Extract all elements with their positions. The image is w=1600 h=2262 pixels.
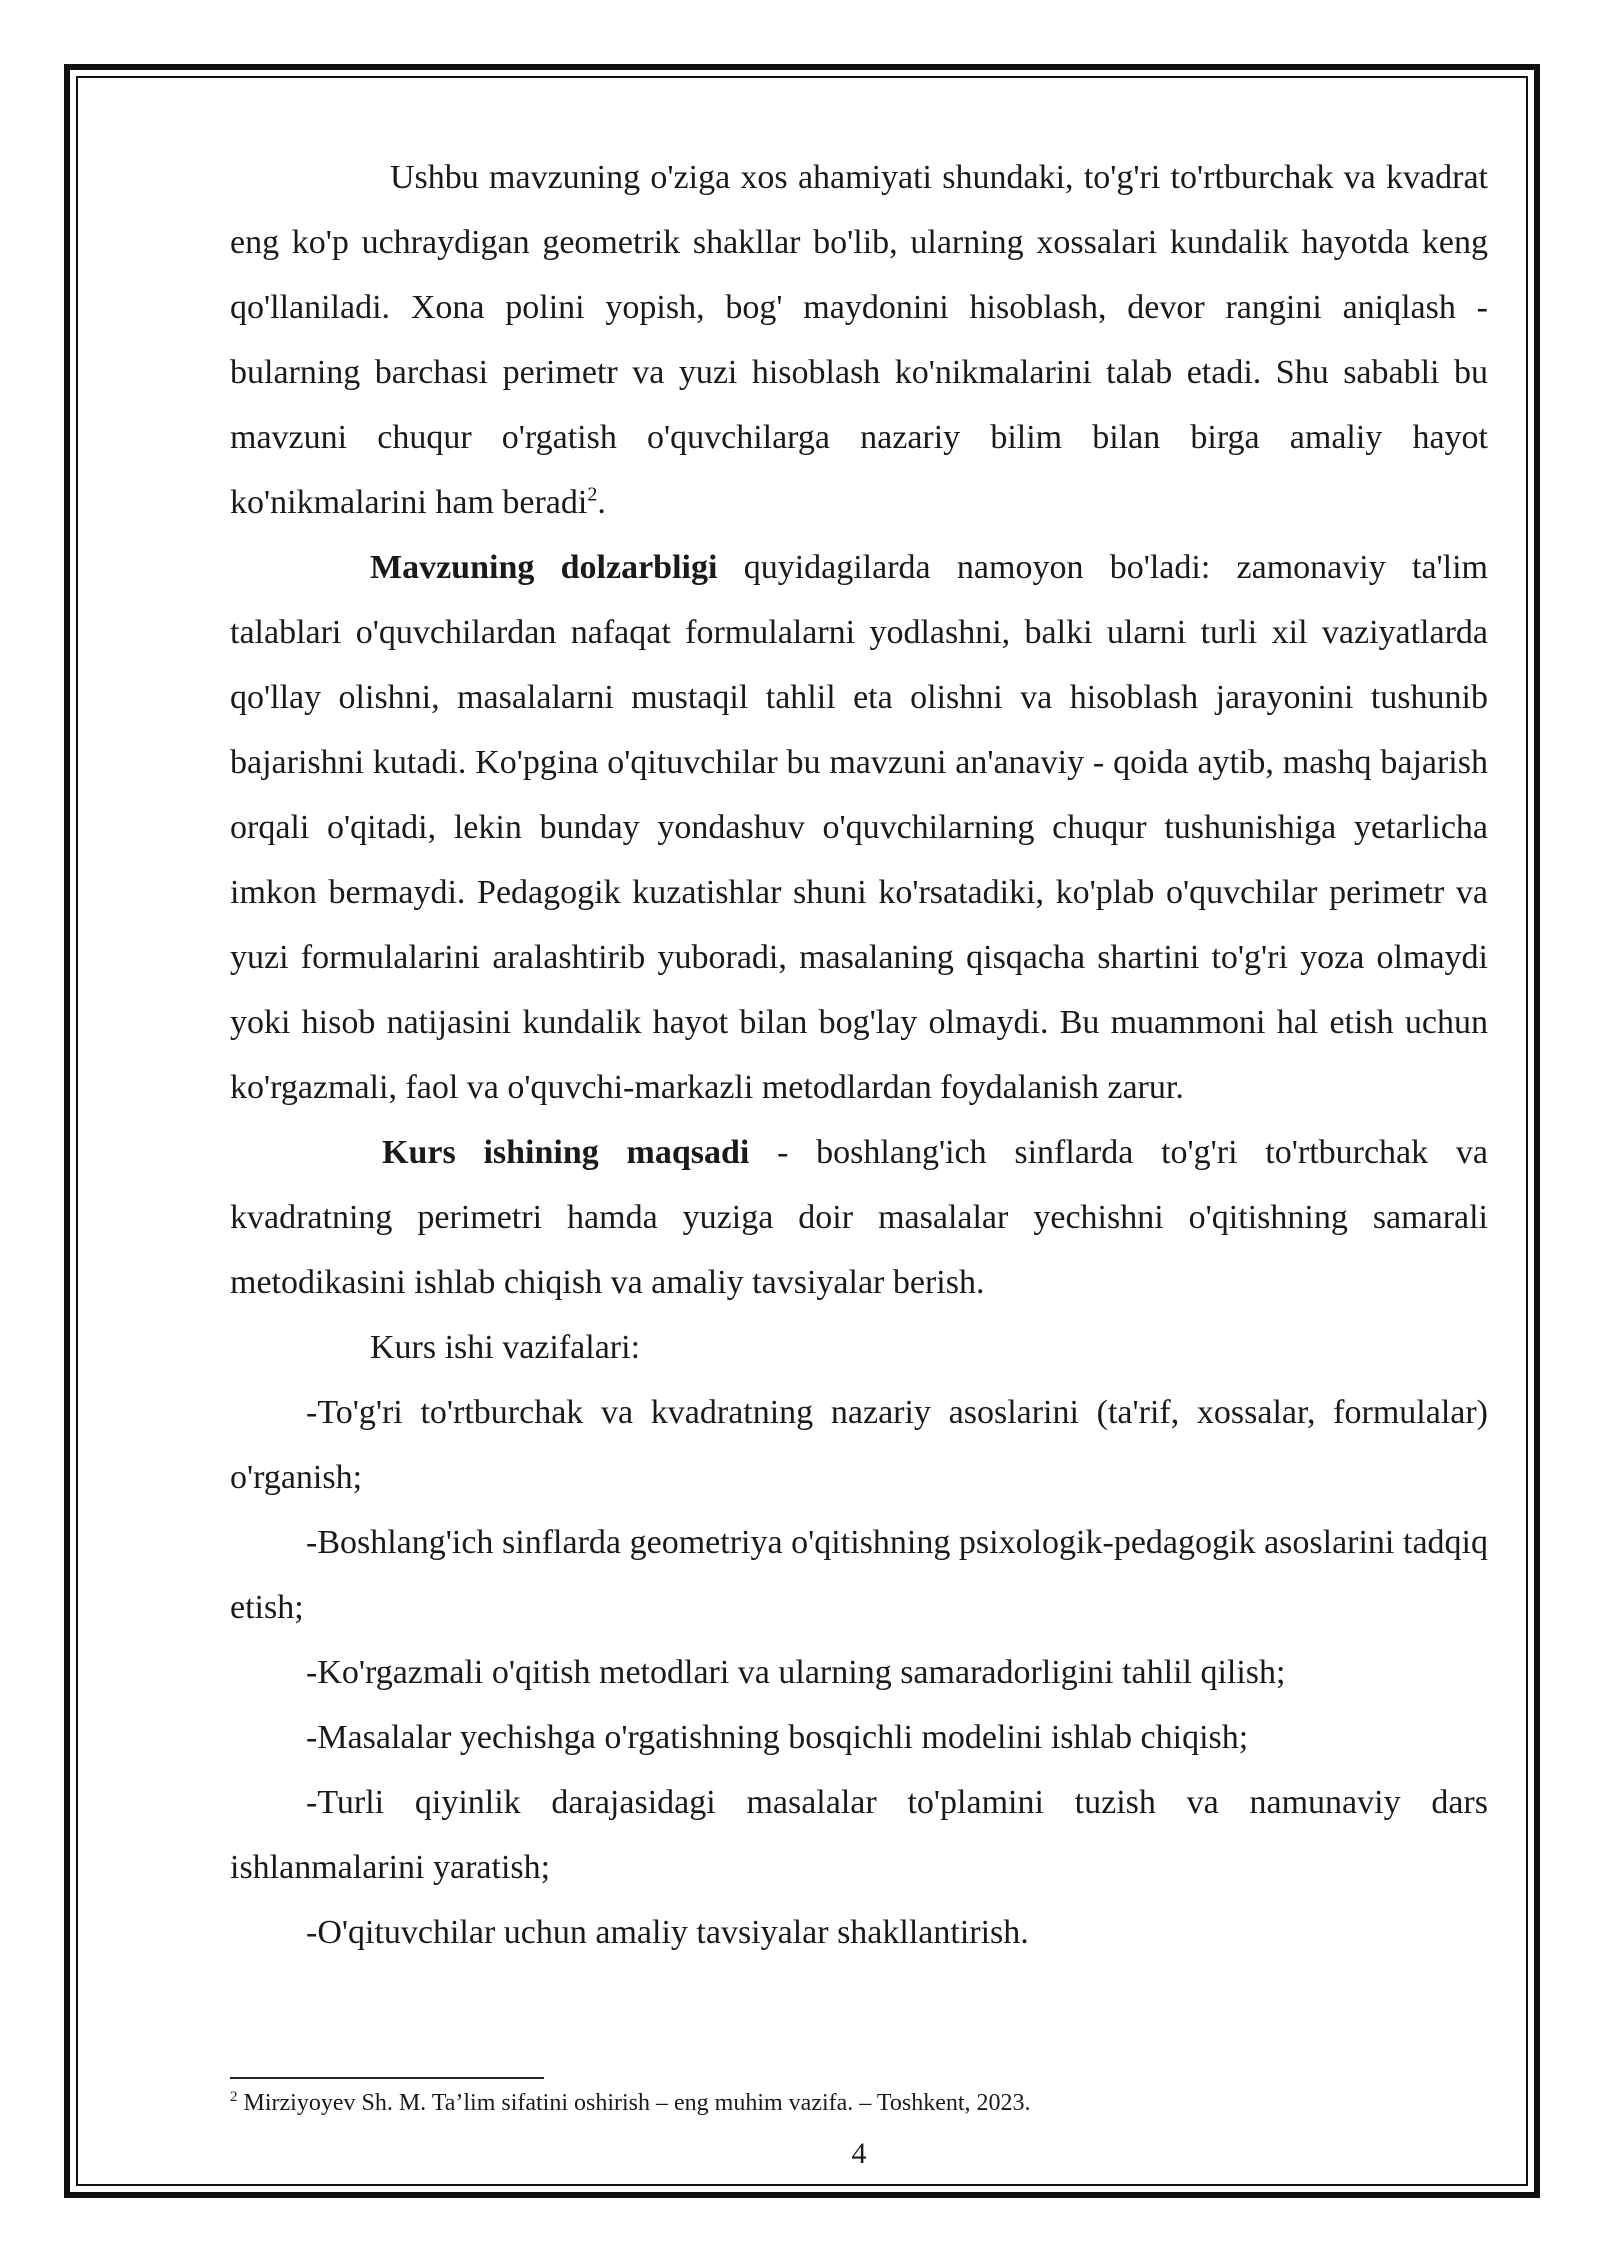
document-body bbox=[230, 145, 1488, 1965]
relevance-text: quyidagilarda namoyon bo'ladi: zamonaviy ta'lim talablari o'quvchilardan nafaqat formulalarni yodlashni, balki ularni turli xil vaziyatlarda qo'llay olishni, masalalarni mustaqil tahlil eta olishni va hisoblash jarayonini tushunib bajarishni kutadi. Ko'pgina o'qituvchilar bu mavzuni an'anaviy - qoida aytib, mashq bajarish orqali o'qitadi, lekin bunday yondashuv o'quvchilarning chuqur tushunishiga yetarlicha imkon bermaydi. Pedagogik kuzatishlar shuni ko'rsatadiki, ko'plab o'quvchilar perimetr va yuzi formulalarini aralashtirib yuboradi, masalaning qisqacha shartini to'g'ri yoza olmaydi yoki hisob natijasini kundalik hayot bilan bog'lay olmaydi. Bu muammoni hal etish uchun ko'rgazmali, faol va o'quvchi-markazli metodlardan foydalanish zarur. bbox=[230, 549, 1488, 1106]
paragraph-intro bbox=[230, 145, 1488, 535]
paragraph-intro-end: . bbox=[597, 484, 606, 521]
tasks-heading: Kurs ishi vazifalari: bbox=[370, 1329, 641, 1366]
footnote bbox=[230, 2086, 1488, 2120]
task-item-4: -Masalalar yechishga o'rgatishning bosqichli modelini ishlab chiqish; bbox=[306, 1719, 1249, 1756]
footnote-reference: 2 bbox=[587, 483, 598, 506]
relevance-heading: Mavzuning dolzarbligi bbox=[370, 549, 718, 586]
task-item-6: -O'qituvchilar uchun amaliy tavsiyalar shakllantirish. bbox=[306, 1914, 1029, 1951]
goal-heading: Kurs ishining maqsadi bbox=[382, 1134, 750, 1171]
paragraph-goal bbox=[230, 1120, 1488, 1315]
paragraph-relevance bbox=[230, 535, 1488, 1120]
page-number: 4 bbox=[851, 2137, 867, 2170]
paragraph-intro-text: Ushbu mavzuning o'ziga xos ahamiyati shundaki, to'g'ri to'rtburchak va kvadrat eng ko'p uchraydigan geometrik shakllar bo'lib, ularning xossalari kundalik hayotda keng qo'llaniladi. Xona polini yopish, bog' maydonini hisoblash, devor rangini aniqlash - bularning barchasi perimetr va yuzi hisoblash ko'nikmalarini talab etadi. Shu sababli bu mavzuni chuqur o'rgatish o'quvchilarga nazariy bilim bilan birga amaliy hayot ko'nikmalarini ham beradi bbox=[230, 159, 1488, 521]
footnote-separator bbox=[230, 2077, 544, 2079]
goal-text: - boshlang'ich sinflarda to'g'ri to'rtburchak va kvadratning perimetri hamda yuziga doir masalalar yechishni o'qitishning samarali metodikasini ishlab chiqish va amaliy tavsiyalar berish. bbox=[230, 1134, 1489, 1301]
footnote-text: Mirziyoyev Sh. M. Ta’lim sifatini oshirish – eng muhim vazifa. – Toshkent, 2023. bbox=[237, 2090, 1031, 2116]
footnote-number: 2 bbox=[230, 2089, 238, 2105]
task-item-2: -Boshlang'ich sinflarda geometriya o'qitishning psixologik-pedagogik asoslarini tadqiq etish; bbox=[230, 1524, 1488, 1626]
task-item-3: -Ko'rgazmali o'qitish metodlari va ularning samaradorligini tahlil qilish; bbox=[306, 1654, 1286, 1691]
task-item-5: -Turli qiyinlik darajasidagi masalalar to'plamini tuzish va namunaviy dars ishlanmalarini yaratish; bbox=[230, 1784, 1488, 1886]
task-item-1: -To'g'ri to'rtburchak va kvadratning nazariy asoslarini (ta'rif, xossalar, formulalar) o'rganish; bbox=[230, 1394, 1488, 1496]
